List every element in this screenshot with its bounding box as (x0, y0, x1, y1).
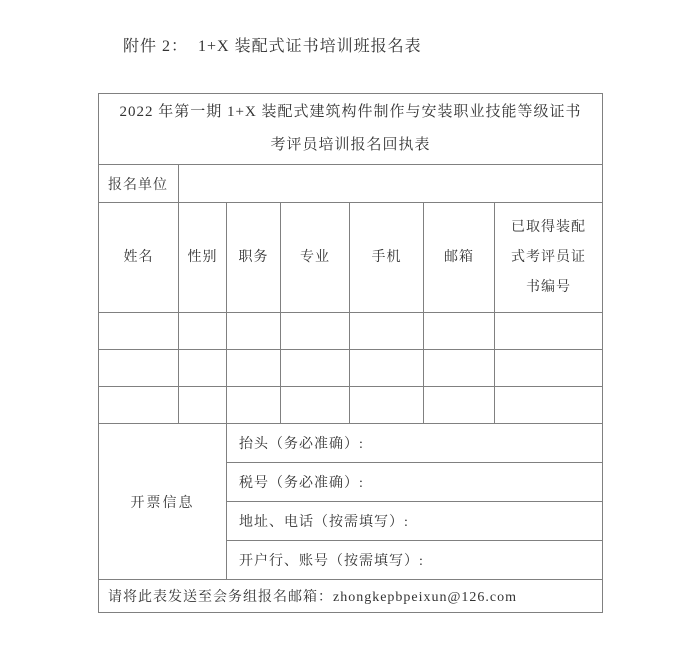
table-cell-empty (495, 313, 603, 350)
table-cell-empty (99, 387, 179, 424)
table-title-line1: 2022 年第一期 1+X 装配式建筑构件制作与安装职业技能等级证书 (119, 104, 582, 120)
table-cell-empty (99, 313, 179, 350)
invoice-address-field: 地址、电话（按需填写）: (227, 502, 603, 541)
table-cell-empty (281, 313, 350, 350)
table-cell-empty (179, 350, 227, 387)
table-cell-empty (179, 313, 227, 350)
table-cell-empty (424, 313, 495, 350)
invoice-bank-field: 开户行、账号（按需填写）: (227, 541, 603, 580)
table-cell-empty (350, 350, 424, 387)
unit-label: 报名单位 (99, 165, 179, 203)
table-cell-empty (227, 313, 281, 350)
column-header-cert-number: 已取得装配式考评员证书编号 (495, 203, 603, 313)
table-title-cell (99, 94, 603, 165)
table-cell-empty (99, 350, 179, 387)
invoice-title-field: 抬头（务必准确）: (227, 424, 603, 463)
table-cell-empty (227, 350, 281, 387)
column-header-gender: 性别 (179, 203, 227, 313)
column-header-major: 专业 (281, 203, 350, 313)
attachment-heading: 附件 2： 1+X 装配式证书培训班报名表 (123, 38, 422, 55)
invoice-section-label: 开票信息 (99, 424, 227, 580)
unit-row (99, 165, 603, 203)
table-cell-empty (350, 313, 424, 350)
table-row (99, 350, 603, 387)
submission-email-note: 请将此表发送至会务组报名邮箱：zhongkepbpeixun@126.com (99, 580, 603, 613)
table-row (99, 313, 603, 350)
table-cell-empty (424, 350, 495, 387)
column-header-phone: 手机 (350, 203, 424, 313)
table-title-row (99, 94, 603, 165)
table-cell-empty (495, 350, 603, 387)
table-cell-empty (424, 387, 495, 424)
table-cell-empty (179, 387, 227, 424)
table-cell-empty (281, 387, 350, 424)
invoice-row-header (99, 424, 603, 463)
column-header-row (99, 203, 603, 313)
column-header-name: 姓名 (99, 203, 179, 313)
column-header-email: 邮箱 (424, 203, 495, 313)
table-cell-empty (495, 387, 603, 424)
footer-row (99, 580, 603, 613)
table-title-line2: 考评员培训报名回执表 (270, 137, 431, 153)
unit-value-cell (179, 165, 603, 203)
column-header-post: 职务 (227, 203, 281, 313)
invoice-taxno-field: 税号（务必准确）: (227, 463, 603, 502)
table-cell-empty (227, 387, 281, 424)
table-row (99, 387, 603, 424)
table-cell-empty (350, 387, 424, 424)
table-cell-empty (281, 350, 350, 387)
registration-form-table (98, 93, 603, 613)
